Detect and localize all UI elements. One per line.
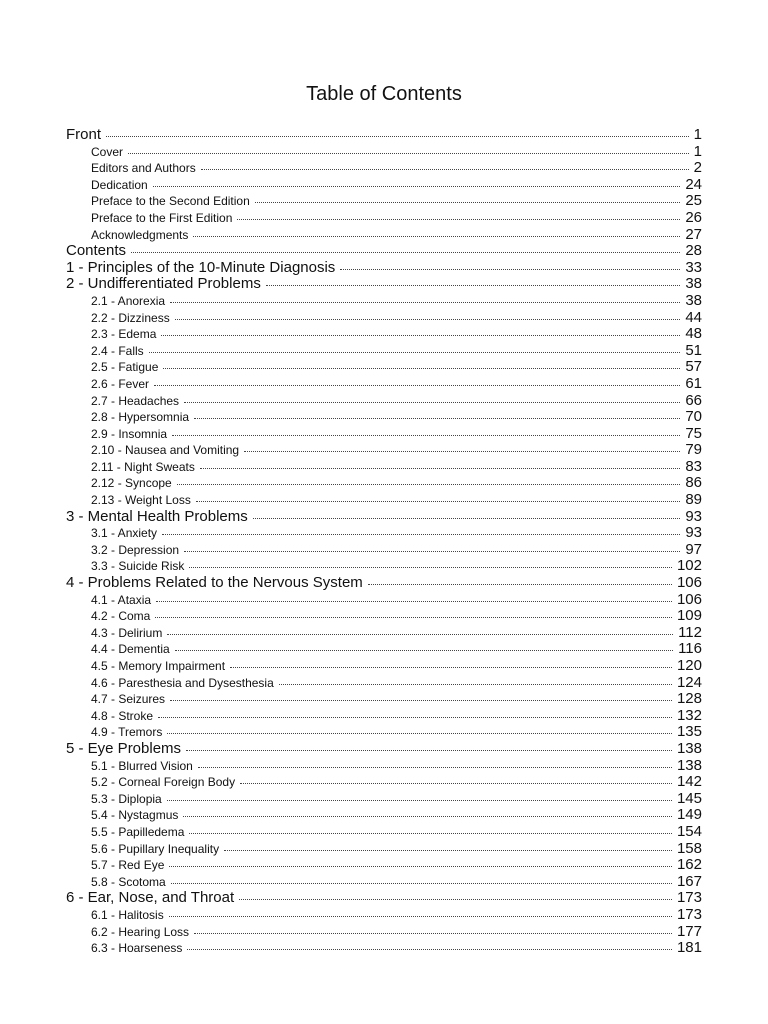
- toc-page-number: 173: [676, 889, 702, 907]
- dot-leader: [175, 650, 673, 651]
- toc-section-entry[interactable]: [66, 939, 702, 956]
- dot-leader: [239, 899, 672, 900]
- toc-chapter-entry[interactable]: [66, 740, 702, 757]
- toc-section-entry[interactable]: [66, 458, 702, 475]
- toc-section-entry[interactable]: [66, 674, 702, 691]
- toc-entry-label: Contents: [66, 242, 127, 260]
- toc-section-entry[interactable]: [66, 657, 702, 674]
- toc-entry-label: 4.9 - Tremors: [91, 725, 163, 740]
- toc-entry-label: 5 - Eye Problems: [66, 739, 182, 757]
- toc-entry-label: 4.3 - Delirium: [91, 625, 163, 640]
- toc-section-entry[interactable]: [66, 159, 702, 176]
- toc-entry-label: 4.7 - Seizures: [91, 692, 166, 707]
- toc-entry-label: 2.6 - Fever: [91, 376, 150, 391]
- toc-section-entry[interactable]: [66, 392, 702, 409]
- dot-leader: [194, 933, 672, 934]
- toc-section-entry[interactable]: [66, 342, 702, 359]
- toc-page-number: 79: [685, 441, 702, 459]
- toc-page-number: 102: [676, 557, 702, 575]
- toc-page-number: 109: [676, 607, 702, 625]
- toc-page-number: 38: [685, 275, 702, 293]
- toc-page-number: 1: [693, 142, 702, 160]
- dot-leader: [189, 567, 672, 568]
- dot-leader: [279, 684, 672, 685]
- dot-leader: [201, 169, 689, 170]
- toc-page-number: 116: [678, 640, 702, 658]
- dot-leader: [163, 368, 680, 369]
- toc-section-entry[interactable]: [66, 690, 702, 707]
- toc-section-entry[interactable]: [66, 790, 702, 807]
- dot-leader: [149, 352, 681, 353]
- toc-entry-label: 5.8 - Scotoma: [91, 874, 166, 889]
- toc-entry-label: 4.2 - Coma: [91, 609, 151, 624]
- toc-section-entry[interactable]: [66, 757, 702, 774]
- toc-section-entry[interactable]: [66, 226, 702, 243]
- dot-leader: [170, 700, 672, 701]
- toc-entry-label: 4.1 - Ataxia: [91, 592, 152, 607]
- toc-entry-label: 3.3 - Suicide Risk: [91, 559, 185, 574]
- toc-section-entry[interactable]: [66, 325, 702, 342]
- toc-entry-label: 5.2 - Corneal Foreign Body: [91, 775, 236, 790]
- toc-entry-label: 2 - Undifferentiated Problems: [66, 275, 261, 293]
- toc-entry-label: 2.12 - Syncope: [91, 476, 172, 491]
- toc-section-entry[interactable]: [66, 906, 702, 923]
- dot-leader: [172, 435, 680, 436]
- toc-entry-label: 4.6 - Paresthesia and Dysesthesia: [91, 675, 274, 690]
- toc-page-number: 25: [685, 192, 702, 210]
- toc-entry-label: Dedication: [91, 177, 148, 192]
- toc-entry-label: 5.7 - Red Eye: [91, 858, 165, 873]
- toc-page-number: 154: [676, 822, 702, 840]
- toc-page-number: 173: [676, 905, 702, 923]
- toc-entry-label: 2.8 - Hypersomnia: [91, 410, 190, 425]
- dot-leader: [155, 617, 672, 618]
- dot-leader: [368, 584, 672, 585]
- toc-page-number: 61: [685, 374, 702, 392]
- toc-section-entry[interactable]: [66, 873, 702, 890]
- toc-entry-label: 1 - Principles of the 10-Minute Diagnosis: [66, 258, 336, 276]
- toc-entry-label: 2.9 - Insomnia: [91, 426, 168, 441]
- dot-leader: [194, 418, 680, 419]
- toc-entry-label: 2.11 - Night Sweats: [91, 459, 195, 474]
- toc-entry-label: 2.10 - Nausea and Vomiting: [91, 443, 240, 458]
- toc-entry-label: Preface to the Second Edition: [91, 194, 250, 209]
- toc-page-number: 97: [685, 540, 702, 558]
- toc-section-entry[interactable]: [66, 607, 702, 624]
- dot-leader: [106, 136, 689, 137]
- dot-leader: [128, 153, 689, 154]
- toc-chapter-entry[interactable]: [66, 889, 702, 906]
- dot-leader: [170, 302, 680, 303]
- dot-leader: [198, 767, 672, 768]
- dot-leader: [240, 783, 672, 784]
- toc-page-number: 86: [685, 474, 702, 492]
- dot-leader: [186, 750, 672, 751]
- toc-section-entry[interactable]: [66, 640, 702, 657]
- dot-leader: [237, 219, 680, 220]
- dot-leader: [200, 468, 680, 469]
- toc-chapter-entry[interactable]: [66, 242, 702, 259]
- toc-entry-label: 5.1 - Blurred Vision: [91, 758, 193, 773]
- toc-page-number: 1: [693, 126, 702, 143]
- toc-entry-label: 5.5 - Papilledema: [91, 824, 185, 839]
- toc-section-entry[interactable]: [66, 192, 702, 209]
- dot-leader: [189, 833, 672, 834]
- toc-page-number: 145: [676, 789, 702, 807]
- toc-entry-label: 2.4 - Falls: [91, 343, 144, 358]
- dot-leader: [224, 850, 672, 851]
- dot-leader: [230, 667, 672, 668]
- toc-page-number: 106: [676, 574, 702, 592]
- toc-section-entry[interactable]: [66, 358, 702, 375]
- dot-leader: [177, 484, 681, 485]
- toc-entry-label: 5.3 - Diplopia: [91, 791, 162, 806]
- dot-leader: [175, 319, 681, 320]
- toc-page-number: 26: [685, 208, 702, 226]
- dot-leader: [169, 916, 672, 917]
- toc-entry-label: 3.2 - Depression: [91, 542, 180, 557]
- toc-entry-label: Acknowledgments: [91, 227, 189, 242]
- toc-section-entry[interactable]: [66, 375, 702, 392]
- toc-entry-label: 2.7 - Headaches: [91, 393, 180, 408]
- toc-entry-label: 6.2 - Hearing Loss: [91, 924, 190, 939]
- dot-leader: [171, 883, 672, 884]
- toc-section-entry[interactable]: [66, 591, 702, 608]
- toc-page-number: 2: [693, 159, 702, 177]
- toc-list: [66, 126, 702, 956]
- toc-page-number: 51: [685, 341, 702, 359]
- dot-leader: [153, 186, 681, 187]
- toc-section-entry[interactable]: [66, 491, 702, 508]
- toc-page-number: 93: [685, 524, 702, 542]
- toc-entry-label: 3.1 - Anxiety: [91, 526, 158, 541]
- toc-section-entry[interactable]: [66, 143, 702, 160]
- dot-leader: [193, 236, 680, 237]
- toc-entry-label: 2.3 - Edema: [91, 327, 157, 342]
- toc-page-number: 48: [685, 325, 702, 343]
- dot-leader: [196, 501, 680, 502]
- toc-section-entry[interactable]: [66, 176, 702, 193]
- toc-page-number: 158: [676, 839, 702, 857]
- toc-section-entry[interactable]: [66, 823, 702, 840]
- dot-leader: [183, 816, 672, 817]
- toc-section-entry[interactable]: [66, 209, 702, 226]
- toc-page-number: 106: [676, 590, 702, 608]
- dot-leader: [167, 634, 673, 635]
- toc-entry-label: Front: [66, 126, 102, 143]
- toc-section-entry[interactable]: [66, 524, 702, 541]
- toc-section-entry[interactable]: [66, 441, 702, 458]
- toc-entry-label: 2.2 - Dizziness: [91, 310, 170, 325]
- toc-page-number: 24: [685, 175, 702, 193]
- toc-page-number: 70: [685, 408, 702, 426]
- toc-entry-label: 4.4 - Dementia: [91, 642, 170, 657]
- toc-entry-label: Preface to the First Edition: [91, 210, 233, 225]
- toc-page-number: 44: [685, 308, 702, 326]
- toc-page-number: 27: [685, 225, 702, 243]
- toc-chapter-entry[interactable]: [66, 574, 702, 591]
- dot-leader: [255, 202, 681, 203]
- toc-section-entry[interactable]: [66, 474, 702, 491]
- toc-page-number: 167: [676, 872, 702, 890]
- toc-page-number: 138: [676, 756, 702, 774]
- toc-section-entry[interactable]: [66, 707, 702, 724]
- dot-leader: [167, 733, 672, 734]
- toc-entry-label: 4 - Problems Related to the Nervous System: [66, 574, 363, 592]
- dot-leader: [158, 717, 672, 718]
- toc-page-number: 128: [676, 690, 702, 708]
- dot-leader: [131, 252, 680, 253]
- toc-page-number: 162: [676, 856, 702, 874]
- toc-section-entry[interactable]: [66, 309, 702, 326]
- dot-leader: [167, 800, 672, 801]
- toc-entry-label: 6.1 - Halitosis: [91, 907, 164, 922]
- toc-section-entry[interactable]: [66, 773, 702, 790]
- toc-section-entry[interactable]: [66, 840, 702, 857]
- dot-leader: [161, 335, 680, 336]
- toc-entry-label: 2.13 - Weight Loss: [91, 493, 191, 508]
- dot-leader: [169, 866, 672, 867]
- toc-chapter-entry[interactable]: [66, 259, 702, 276]
- dot-leader: [266, 285, 680, 286]
- toc-section-entry[interactable]: [66, 408, 702, 425]
- dot-leader: [253, 518, 681, 519]
- toc-section-entry[interactable]: [66, 856, 702, 873]
- toc-entry-label: 4.5 - Memory Impairment: [91, 659, 226, 673]
- toc-section-entry[interactable]: [66, 425, 702, 442]
- toc-page-number: 28: [685, 242, 702, 260]
- toc-page-number: 181: [676, 939, 702, 957]
- toc-page-number: 83: [685, 457, 702, 475]
- toc-page-number: 135: [676, 723, 702, 741]
- toc-page-number: 33: [685, 258, 702, 276]
- toc-entry-label: 6.3 - Hoarseness: [91, 941, 183, 956]
- toc-section-entry[interactable]: [66, 624, 702, 641]
- toc-entry-label: 2.1 - Anorexia: [91, 293, 166, 308]
- toc-section-entry[interactable]: [66, 723, 702, 740]
- toc-chapter-entry[interactable]: [66, 275, 702, 292]
- toc-entry-label: 2.5 - Fatigue: [91, 360, 159, 375]
- toc-entry-label: 3 - Mental Health Problems: [66, 507, 248, 525]
- dot-leader: [156, 601, 672, 602]
- toc-entry-label: Cover: [91, 144, 124, 159]
- toc-page-number: 75: [685, 424, 702, 442]
- toc-entry-label: 4.8 - Stroke: [91, 708, 154, 723]
- toc-page-number: 177: [676, 922, 702, 940]
- toc-page-number: 124: [676, 673, 702, 691]
- toc-page-number: 142: [676, 773, 702, 791]
- toc-chapter-entry[interactable]: [66, 508, 702, 525]
- toc-section-entry[interactable]: [66, 923, 702, 940]
- toc-page-number: 89: [685, 491, 702, 509]
- toc-entry-label: Editors and Authors: [91, 161, 196, 176]
- dot-leader: [184, 551, 680, 552]
- toc-section-entry[interactable]: [66, 557, 702, 574]
- toc-page-number: 132: [676, 706, 702, 724]
- toc-entry-label: 5.6 - Pupillary Inequality: [91, 841, 220, 856]
- toc-entry-label: 6 - Ear, Nose, and Throat: [66, 889, 235, 907]
- toc-page-number: 57: [685, 358, 702, 376]
- toc-page-number: 112: [678, 623, 702, 641]
- dot-leader: [162, 534, 680, 535]
- toc-page-number: 149: [676, 806, 702, 824]
- dot-leader: [154, 385, 680, 386]
- dot-leader: [187, 949, 672, 950]
- toc-page-number: 138: [676, 739, 702, 757]
- toc-entry-label: 5.4 - Nystagmus: [91, 808, 179, 823]
- dot-leader: [340, 269, 680, 270]
- toc-page-number: 93: [685, 507, 702, 525]
- toc-chapter-entry[interactable]: [66, 126, 702, 143]
- toc-page-number: 120: [676, 657, 702, 674]
- toc-section-entry[interactable]: [66, 541, 702, 558]
- toc-section-entry[interactable]: [66, 292, 702, 309]
- toc-page-number: 38: [685, 291, 702, 309]
- toc-page-number: 66: [685, 391, 702, 409]
- page-title: Table of Contents: [306, 83, 462, 105]
- dot-leader: [184, 402, 680, 403]
- dot-leader: [244, 451, 680, 452]
- toc-section-entry[interactable]: [66, 806, 702, 823]
